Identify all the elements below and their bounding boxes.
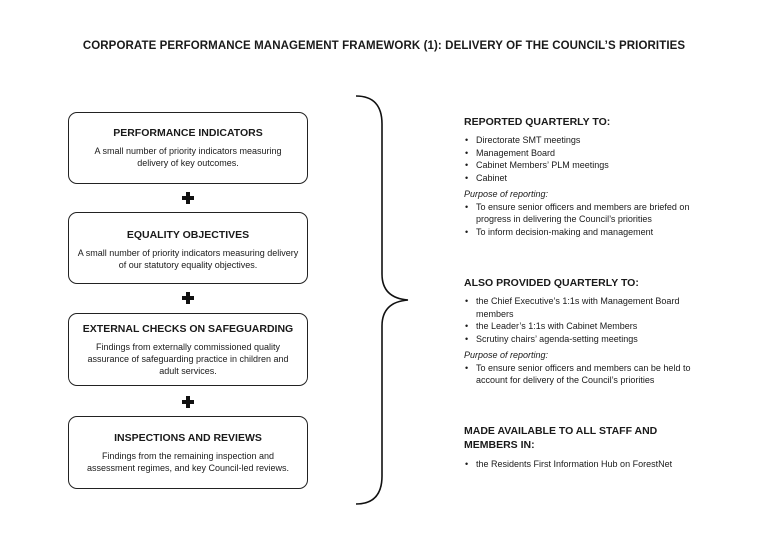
box-body: A small number of priority indicators measuring delivery of our statutory equality objectives. — [77, 248, 299, 270]
list-item: • Directorate SMT meetings — [464, 134, 694, 147]
made-available-section — [464, 424, 684, 471]
box-heading: INSPECTIONS AND REVIEWS — [114, 432, 262, 444]
box-body: A small number of priority indicators measuring delivery of key outcomes. — [94, 146, 282, 168]
box-body: Findings from the remaining inspection and assessment regimes, and key Council-led reviews. — [86, 451, 290, 473]
available-list — [464, 458, 684, 471]
also-list — [464, 295, 694, 345]
list-item: • Scrutiny chairs’ agenda-setting meetings — [464, 333, 694, 346]
purpose-list — [464, 201, 694, 239]
plus-icon — [182, 396, 194, 408]
purpose-label: Purpose of reporting: — [464, 350, 549, 360]
list-item: • Management Board — [464, 147, 694, 160]
inspections-reviews-box — [68, 416, 308, 489]
box-heading: EQUALITY OBJECTIVES — [126, 229, 250, 241]
reported-list — [464, 134, 694, 184]
plus-icon — [182, 192, 194, 204]
section-heading: MADE AVAILABLE TO ALL STAFF AND MEMBERS IN: — [464, 425, 658, 451]
equality-objectives-box — [68, 212, 308, 284]
section-heading: REPORTED QUARTERLY TO: — [464, 116, 611, 128]
plus-icon — [182, 292, 194, 304]
box-body: Findings from externally commissioned quality assurance of safeguarding practice in children and adult services. — [87, 342, 289, 376]
list-item: • Cabinet Members’ PLM meetings — [464, 159, 694, 172]
performance-indicators-box — [68, 112, 308, 184]
right-brace-icon — [352, 94, 412, 506]
also-provided-section — [464, 277, 694, 387]
box-heading: PERFORMANCE INDICATORS — [113, 127, 263, 139]
external-checks-box — [68, 313, 308, 386]
list-item: • the Leader’s 1:1s with Cabinet Members — [464, 320, 694, 333]
list-item: • the Residents First Information Hub on ForestNet — [464, 458, 684, 471]
section-heading: ALSO PROVIDED QUARTERLY TO: — [464, 277, 639, 289]
list-item: • To ensure senior officers and members are briefed on progress in delivering the Council’s priorities — [464, 201, 694, 226]
list-item: • To ensure senior officers and members can be held to account for delivery of the Council’s priorities — [464, 362, 694, 387]
purpose-list — [464, 362, 694, 387]
box-heading: EXTERNAL CHECKS ON SAFEGUARDING — [82, 323, 294, 335]
list-item: • To inform decision-making and management — [464, 226, 694, 239]
list-item: • Cabinet — [464, 172, 694, 185]
list-item: • the Chief Executive’s 1:1s with Management Board members — [464, 295, 694, 320]
reported-quarterly-section — [464, 116, 694, 238]
page-title: CORPORATE PERFORMANCE MANAGEMENT FRAMEWORK (1): DELIVERY OF THE COUNCIL’S PRIORITIES — [82, 40, 686, 52]
purpose-label: Purpose of reporting: — [464, 189, 549, 199]
